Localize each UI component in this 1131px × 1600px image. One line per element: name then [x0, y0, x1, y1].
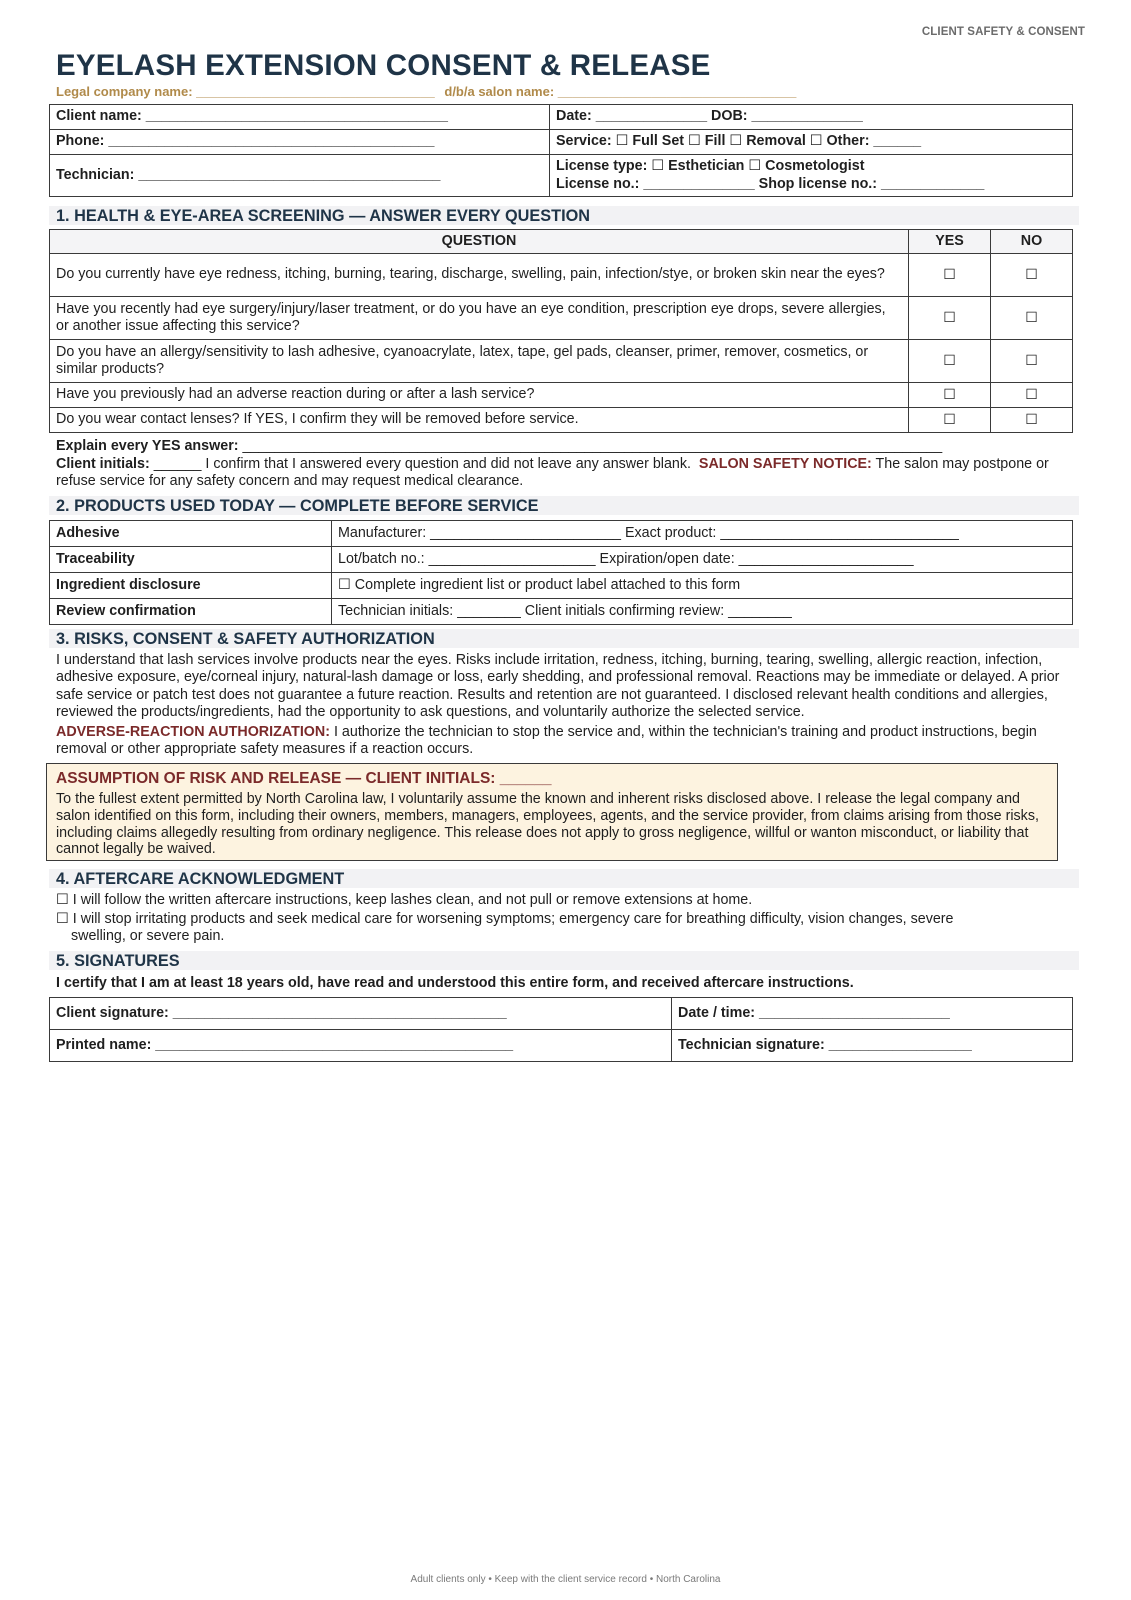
no-checkbox[interactable]: ☐ [991, 340, 1073, 383]
dba-field[interactable]: d/b/a salon name: _________________________________ [444, 84, 797, 99]
product-row-value[interactable]: Lot/batch no.: _____________________ Expiration/open date: ______________________ [332, 547, 1073, 573]
section-1-title: 1. HEALTH & EYE-AREA SCREENING — ANSWER EVERY QUESTION [56, 207, 591, 225]
client-signature-field[interactable]: Client signature: __________________________________________ [50, 998, 672, 1030]
legal-company-field[interactable]: Legal company name: _________________________________ [56, 84, 435, 99]
client-initials-text[interactable]: ______ I confirm that I answered every question and did not leave any answer blank. [149, 456, 691, 472]
service-field[interactable]: Service: ☐ Full Set ☐ Fill ☐ Removal ☐ Other: ______ [550, 130, 1073, 155]
section-5-title: 5. SIGNATURES [56, 952, 180, 970]
section-4-title: 4. AFTERCARE ACKNOWLEDGMENT [56, 870, 345, 888]
explain-yes-field[interactable]: ________________________________________________________________________________________ [238, 438, 943, 454]
adverse-reaction-label: ADVERSE-REACTION AUTHORIZATION: [56, 724, 331, 740]
safety-notice-label: SALON SAFETY NOTICE: [698, 456, 872, 472]
question-row [50, 297, 1073, 340]
section-1-header [49, 206, 1079, 225]
aftercare-item-2[interactable] [56, 911, 1076, 946]
question-row [50, 340, 1073, 383]
product-row [50, 521, 1073, 547]
page-footer: Adult clients only • Keep with the client service record • North Carolina [410, 1574, 721, 1585]
signature-row [50, 1030, 1073, 1062]
page-title: EYELASH EXTENSION CONSENT & RELEASE [56, 49, 711, 82]
yes-checkbox[interactable]: ☐ [909, 340, 991, 383]
question-text: Have you recently had eye surgery/injury/laser treatment, or do you have an eye condition, prescription eye drops, severe allergies, or another issue affecting this service? [50, 297, 909, 340]
yes-checkbox[interactable]: ☐ [909, 383, 991, 408]
yes-checkbox[interactable]: ☐ [909, 254, 991, 297]
product-row [50, 573, 1073, 599]
product-row-label: Review confirmation [50, 599, 332, 625]
col-no: NO [991, 230, 1073, 254]
aftercare-item-2-text: ☐ I will stop irritating products and seek medical care for worsening symptoms; emergency care for breathing difficulty, vision changes, severe [56, 911, 954, 927]
certify-statement: I certify that I am at least 18 years old, have read and understood this entire form, and received aftercare instructions. [56, 975, 854, 991]
col-yes: YES [909, 230, 991, 254]
license-cell [550, 155, 1073, 197]
client-name-field[interactable]: Client name: ______________________________________ [50, 105, 550, 130]
section-5-header [49, 951, 1079, 970]
question-text: Do you currently have eye redness, itching, burning, tearing, discharge, swelling, pain, infection/stye, or broken skin near the eyes? [50, 254, 909, 297]
explain-yes-line [56, 438, 1080, 455]
release-text: To the fullest extent permitted by North Carolina law, I voluntarily assume the known and inherent risks disclosed above. I release the legal company and salon identified on this form, including their owners, members, managers, employees, agents, and the service provider, from claims arising from those risks, including claims allegedly resulting from ordinary negligence. This release does not apply to gross negligence, willful or wanton misconduct, or liability that cannot legally be waived. [56, 790, 1039, 858]
product-row-value[interactable]: ☐ Complete ingredient list or product label attached to this form [332, 573, 1073, 599]
license-type-field[interactable]: License type: ☐ Esthetician ☐ Cosmetologist [556, 158, 865, 175]
technician-signature-field[interactable]: Technician signature: __________________ [672, 1030, 1073, 1062]
phone-field[interactable]: Phone: _________________________________________ [50, 130, 550, 155]
health-screening-table [49, 229, 1073, 433]
safety-notice-text: The salon may postpone or refuse service for any safety concern and may request medical clearance. [56, 456, 1049, 490]
section-3-title: 3. RISKS, CONSENT & SAFETY AUTHORIZATION [56, 630, 435, 648]
signature-row [50, 998, 1073, 1030]
license-number-field[interactable]: License no.: ______________ Shop license no.: _____________ [556, 175, 985, 192]
aftercare-item-1[interactable]: ☐ I will follow the written aftercare instructions, keep lashes clean, and not pull or remove extensions at home. [56, 892, 753, 908]
section-3-header [49, 629, 1079, 648]
health-table-header [50, 230, 1073, 254]
product-row-value[interactable]: Manufacturer: ________________________ Exact product: ______________________________ [332, 521, 1073, 547]
no-checkbox[interactable]: ☐ [991, 297, 1073, 340]
adverse-reaction-paragraph [56, 724, 1080, 759]
release-box [46, 763, 1058, 861]
date-time-field[interactable]: Date / time: ________________________ [672, 998, 1073, 1030]
question-row [50, 383, 1073, 408]
question-row [50, 408, 1073, 433]
top-label: CLIENT SAFETY & CONSENT [921, 26, 1085, 38]
section-2-title: 2. PRODUCTS USED TODAY — COMPLETE BEFORE SERVICE [56, 497, 539, 515]
col-question: QUESTION [50, 230, 909, 254]
product-row-label: Traceability [50, 547, 332, 573]
section-4-header [49, 869, 1079, 888]
legal-company-line [56, 84, 796, 100]
adverse-reaction-text: I authorize the technician to stop the service and, within the technician's training and product instructions, begin removal or other appropriate safety measures if a reaction occurs. [56, 724, 1037, 758]
client-initials-paragraph [56, 456, 1080, 491]
question-text: Do you have an allergy/sensitivity to lash adhesive, cyanoacrylate, latex, tape, gel pads, cleanser, primer, remover, cosmetics, or similar products? [50, 340, 909, 383]
technician-field[interactable]: Technician: ______________________________________ [50, 155, 550, 197]
no-checkbox[interactable]: ☐ [991, 254, 1073, 297]
explain-yes-label: Explain every YES answer: [56, 438, 239, 454]
section-2-header [49, 496, 1079, 515]
aftercare-item-2-continued: swelling, or severe pain. [71, 928, 225, 945]
question-text: Have you previously had an adverse reaction during or after a lash service? [50, 383, 909, 408]
release-title[interactable]: ASSUMPTION OF RISK AND RELEASE — CLIENT INITIALS: ______ [56, 770, 552, 787]
product-row-label: Adhesive [50, 521, 332, 547]
yes-checkbox[interactable]: ☐ [909, 297, 991, 340]
product-row [50, 547, 1073, 573]
question-text: Do you wear contact lenses? If YES, I confirm they will be removed before service. [50, 408, 909, 433]
no-checkbox[interactable]: ☐ [991, 383, 1073, 408]
yes-checkbox[interactable]: ☐ [909, 408, 991, 433]
product-row [50, 599, 1073, 625]
date-dob-field[interactable]: Date: ______________ DOB: ______________ [550, 105, 1073, 130]
no-checkbox[interactable]: ☐ [991, 408, 1073, 433]
risks-paragraph: I understand that lash services involve products near the eyes. Risks include irritation, redness, itching, burning, tearing, swelling, allergic reaction, infection, adhesive exposure, eye/corneal injury, natural-lash damage or loss, early shedding, and professional removal. Reactions may be immediate or delayed. A prior safe service or patch test does not guarantee a future reaction. Results and retention are not guaranteed. I disclosed relevant health conditions and allergies, reviewed the products/ingredients, had the opportunity to ask questions, and voluntarily authorize the selected service. [56, 652, 1060, 721]
client-initials-label: Client initials: [56, 456, 150, 472]
signatures-table [49, 997, 1073, 1062]
client-info-table [49, 104, 1073, 197]
printed-name-field[interactable]: Printed name: _____________________________________________ [50, 1030, 672, 1062]
product-row-value[interactable]: Technician initials: ________ Client initials confirming review: ________ [332, 599, 1073, 625]
product-row-label: Ingredient disclosure [50, 573, 332, 599]
question-row [50, 254, 1073, 297]
products-table [49, 520, 1073, 625]
